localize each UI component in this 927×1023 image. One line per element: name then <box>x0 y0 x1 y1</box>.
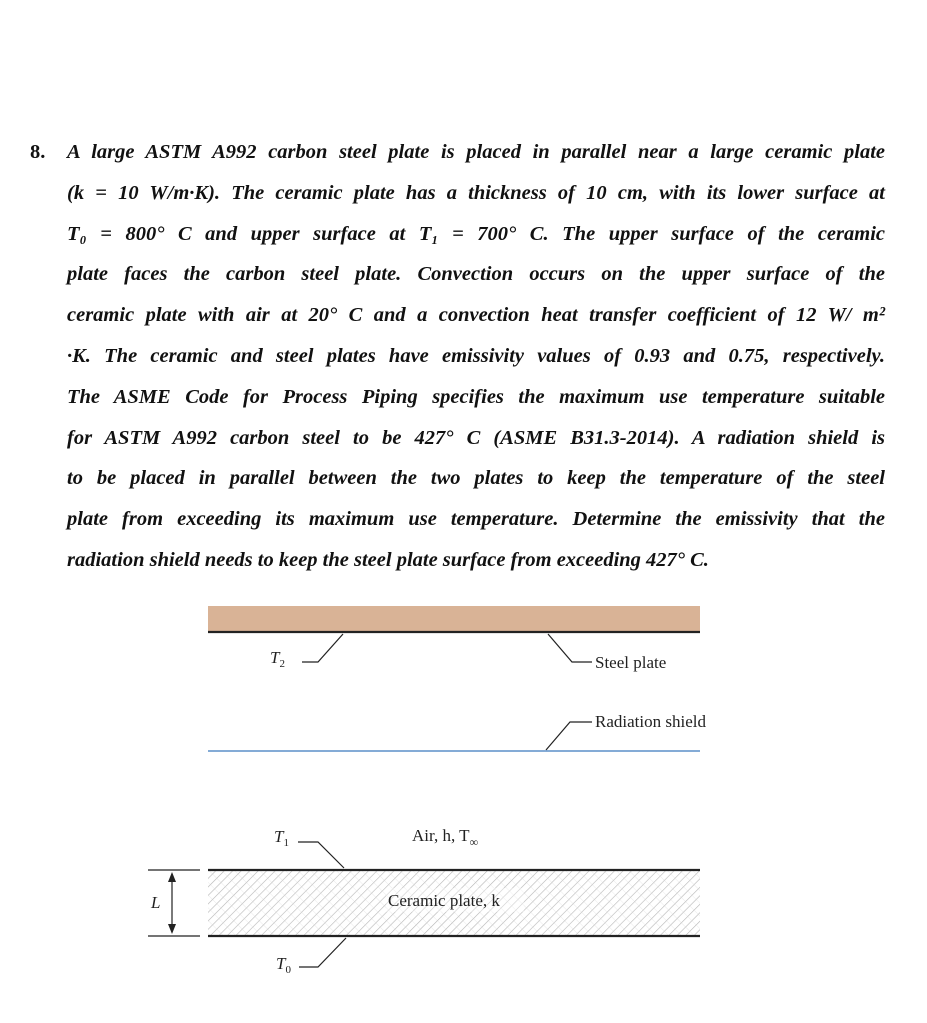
t2-label: $T_2$ <box>270 648 285 670</box>
radiation-shield-leader <box>546 722 592 750</box>
t0-label: $T_0$ <box>276 954 291 976</box>
problem-line: (k = 10 W/m·K). The ceramic plate has a thickness of 10 cm, with its lower surface at <box>67 181 885 204</box>
steel-plate <box>208 606 700 632</box>
problem-number: 8. <box>30 141 46 163</box>
problem-line: ceramic plate with air at 20° C and a convection heat transfer coefficient of 12 W/ m² <box>67 304 885 327</box>
thickness-label: L <box>151 893 161 912</box>
problem-line: radiation shield needs to keep the steel plate surface from exceeding 427° C. <box>67 548 709 571</box>
problem-line: to be placed in parallel between the two plates to keep the temperature of the steel <box>67 467 885 490</box>
t1-leader <box>298 842 344 868</box>
problem-line: A large ASTM A992 carbon steel plate is placed in parallel near a large ceramic plate <box>67 141 885 163</box>
thickness-arrow-down <box>168 924 176 934</box>
ceramic-plate-label: Ceramic plate, k <box>388 891 500 910</box>
t0-leader <box>299 938 346 967</box>
problem-line: The ASME Code for Process Piping specifies the maximum use temperature suitable <box>67 385 885 408</box>
problem-line: plate from exceeding its maximum use temperature. Determine the emissivity that the <box>67 508 885 531</box>
radiation-shield-label: Radiation shield <box>595 712 706 731</box>
steel-plate-leader <box>548 634 592 662</box>
t2-leader <box>302 634 343 662</box>
thickness-arrow-up <box>168 872 176 882</box>
problem-line: for ASTM A992 carbon steel to be 427° C (ASME B31.3-2014). A radiation shield is <box>67 426 885 449</box>
steel-plate-label: Steel plate <box>595 653 667 672</box>
problem-line: plate faces the carbon steel plate. Convection occurs on the upper surface of the <box>67 263 885 286</box>
problem-line: ·K. The ceramic and steel plates have emissivity values of 0.93 and 0.75, respectively. <box>67 344 885 367</box>
air-label: Air, h, $T_\infty$ <box>412 826 479 849</box>
t1-label: $T_1$ <box>274 827 289 849</box>
problem-line: T₀ = 800° C and upper surface at T₁ = 700° C. The upper surface of the ceramic <box>67 222 885 245</box>
